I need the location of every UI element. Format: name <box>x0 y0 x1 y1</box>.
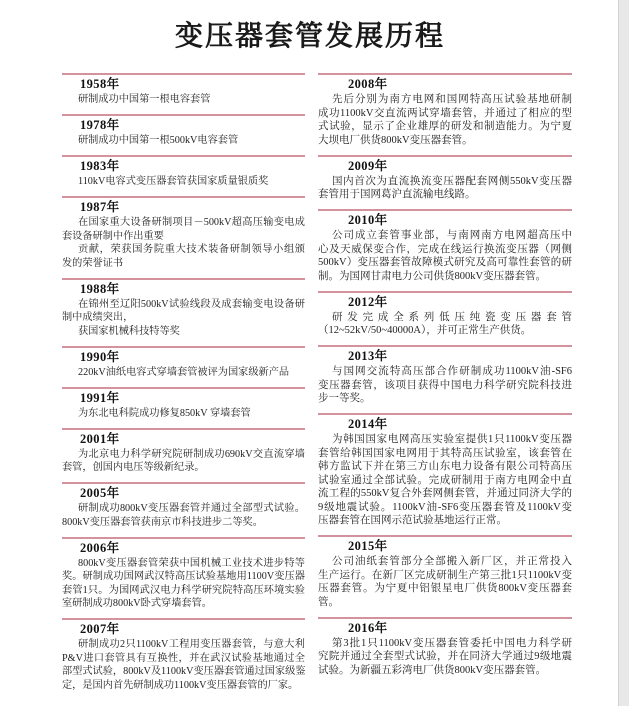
entry-paragraph <box>62 557 305 611</box>
entry-text-line: 奖。研制成功国网武汉特高压试验基地用1100V变压器 <box>62 571 305 582</box>
entry-year: 2013年 <box>348 349 388 363</box>
entry-year: 2008年 <box>348 77 388 91</box>
entry-text-line: 研制成功中国第一根电容套管 <box>78 94 211 105</box>
entry-paragraph <box>318 365 572 406</box>
timeline-entry <box>318 413 572 535</box>
entry-year: 2007年 <box>80 622 120 636</box>
entry-year: 1987年 <box>80 200 120 214</box>
timeline-entry <box>62 155 305 196</box>
entry-text-line: 为韩国国家电网高压实验室提供1只1100kV变压器 <box>332 434 572 445</box>
entry-year: 2015年 <box>348 539 388 553</box>
timeline-right-column <box>318 73 572 685</box>
entry-text-line: 套设备研制中作出重要 <box>62 230 164 242</box>
timeline-entry <box>62 114 305 155</box>
timeline-left-column <box>62 73 305 700</box>
entry-text-line: 为东北电科院成功修复850kV 穿墙套管 <box>78 407 251 419</box>
entry-paragraph <box>62 638 305 692</box>
entry-text-line: 研发完成全系列低压纯瓷变压器套管 <box>332 311 572 323</box>
entry-text-line: 制中成绩突出， <box>62 312 134 323</box>
entry-text-line: 公司油纸套管部分全部搬入新厂区，并正常投入 <box>332 556 572 567</box>
entry-text-line: 步一等奖。 <box>318 393 371 404</box>
entry-paragraph <box>62 366 305 380</box>
right-edge-strip <box>618 0 629 706</box>
entry-year: 2009年 <box>348 158 388 173</box>
timeline-entry <box>62 387 305 428</box>
entry-year: 1990年 <box>80 349 120 364</box>
entry-paragraph <box>62 448 305 475</box>
timeline-entry <box>318 73 572 155</box>
entry-paragraph <box>62 93 305 107</box>
entry-text-line: 压器套管。为宁夏中铝银星电厂供货800kV变压器套 <box>318 583 572 594</box>
entry-text-line: 9级地震试验。1100kV油-SF6变压器套管及1100kV变 <box>318 501 572 513</box>
entry-year: 1983年 <box>80 159 120 173</box>
entry-text-line: 压器套管在国网示范试验基地运行正常。 <box>318 515 507 526</box>
entry-text-line: 心及天威保变合作，完成在线运行换流变压器（网侧 <box>318 243 572 255</box>
entry-text-line: 公司成立套管事业部，与南网南方电网超高压中 <box>332 230 572 241</box>
entry-text-line: 研制成功800kV变压器套管并通过全部型式试验。 <box>78 503 305 514</box>
entry-text-line: 在国家重大设备研制项目－500kV超高压输变电成 <box>78 217 305 228</box>
entry-paragraph <box>62 502 305 529</box>
timeline-entry <box>318 291 572 346</box>
entry-paragraph <box>62 134 305 148</box>
timeline-entry <box>318 617 572 685</box>
entry-text-line: 贡献，荣获国务院重大技术装备研制领导小组颁 <box>78 244 305 255</box>
entry-text-line: 国内首次为直流换流变压器配套网侧550kV变压器 <box>332 175 572 187</box>
timeline-entry <box>318 155 572 210</box>
timeline-entry <box>62 482 305 537</box>
entry-text-line: 生产运行。在新厂区完成研制生产第三批1只1100kV变 <box>318 569 572 581</box>
entry-year: 2010年 <box>348 213 388 227</box>
timeline-entry <box>62 196 305 278</box>
entry-text-line: 定，是国内首先研制成功1100kV变压器套管的厂家。 <box>62 679 299 691</box>
entry-text-line: 研制成功2只1100kV工程用变压器套管，与意大利 <box>78 639 305 650</box>
entry-paragraph <box>318 93 572 147</box>
entry-year: 2005年 <box>80 486 120 500</box>
entry-text-line: 套管，创国内电压等级新纪录。 <box>62 462 205 473</box>
entry-year: 2012年 <box>348 294 388 309</box>
entry-text-line: 大坝电厂供货800kV变压器套管。 <box>318 134 473 146</box>
entry-text-line: 与国网交流特高压部合作研制成功1100kV油-SF6 <box>332 366 572 377</box>
entry-paragraph <box>318 555 572 609</box>
entry-text-line: 500kV）变压器套管故障模式研究及高可靠性套管的研 <box>318 257 572 268</box>
entry-text-line: 发的荣誉证书 <box>62 257 124 269</box>
timeline-entry <box>318 535 572 617</box>
entry-text-line: 110kV电容式变压器套管获国家质量银质奖 <box>78 176 269 187</box>
entry-text-line: 成功1100kV交直流两试穿墙套管，并通过了相应的型 <box>318 107 572 119</box>
entry-text-line: 套管1只。为国网武汉电力科学研究院特高压环境实验 <box>62 584 305 596</box>
entry-text-line: 室研制成功800kV卧式穿墙套管。 <box>62 598 212 609</box>
entry-text-line: 800kV变压器套管获南京市科技进步二等奖。 <box>62 516 263 528</box>
timeline-entry <box>318 209 572 291</box>
entry-text-line: P&V进口套管具有互换性，并在武汉试验基地通过全 <box>62 652 305 664</box>
entry-text-line: 部型式试验，800kV及1100kV变压器套管通过国家级鉴 <box>62 666 306 677</box>
entry-text-line: 套管用于国网葛沪直流输电线路。 <box>318 189 476 200</box>
entry-text-line: 套管给韩国国家电网用于其特高压试验室，该套管在 <box>318 447 572 459</box>
entry-text-line: 流工程的550kV复合外套网侧套管，并通过同济大学的 <box>318 488 572 499</box>
entry-year: 1978年 <box>80 118 120 132</box>
entry-year: 1958年 <box>80 77 120 91</box>
entry-year: 2001年 <box>80 431 120 446</box>
entry-text-line: 220kV油纸电容式穿墙套管被评为国家级新产品 <box>78 366 290 378</box>
timeline-entry <box>62 346 305 387</box>
entry-text-line: （12~52kV/50~40000A），并可正常生产供货。 <box>318 325 532 336</box>
timeline-entry <box>62 73 305 114</box>
entry-paragraph <box>318 311 572 338</box>
entry-paragraph <box>62 175 305 189</box>
page-title: 变压器套管发展历程 <box>174 20 445 51</box>
timeline-entry <box>62 428 305 483</box>
entry-text-line: 韩方监试下并在第三方山东电力设备有限公司特高压 <box>318 461 572 472</box>
entry-text-line: 变压器套管，该项目获得中国电力科学研究院科技进 <box>318 379 572 391</box>
entry-paragraph <box>62 216 305 243</box>
timeline-entry <box>62 618 305 700</box>
timeline-entry <box>318 345 572 413</box>
entry-text-line: 800kV变压器套管荣获中国机械工业技术进步特等 <box>78 557 305 569</box>
entry-text-line: 为北京电力科学研究院研制成功690kV交直流穿墙 <box>78 448 305 460</box>
entry-text-line: 究院并通过全套型式试验，并在同济大学通过9级地震 <box>318 651 572 662</box>
entry-text-line: 管。 <box>318 596 339 608</box>
entry-year: 2014年 <box>348 417 388 431</box>
entry-text-line: 式试验，显示了企业雄厚的研发和制造能力。为宁夏 <box>318 121 572 132</box>
entry-paragraph <box>62 243 305 270</box>
entry-text-line: 研制成功中国第一根500kV电容套管 <box>78 135 239 146</box>
timeline-entry <box>62 278 305 346</box>
entry-text-line: 获国家机械科技特等奖 <box>78 325 180 337</box>
entry-text-line: 在锦州至辽阳500kV试验线段及成套输变电设备研 <box>78 298 305 310</box>
entry-text-line: 试验。为新疆五彩湾电厂供货800kV变压器套管。 <box>318 664 547 676</box>
entry-year: 1988年 <box>80 281 120 296</box>
entry-paragraph <box>62 325 305 339</box>
entry-year: 2016年 <box>348 620 388 635</box>
entry-paragraph <box>318 433 572 528</box>
entry-text-line: 先后分别为南方电网和国网特高压试验基地研制 <box>332 94 572 105</box>
entry-text-line: 试验室通过全部试验。完成研制用于南方电网金中直 <box>318 474 572 486</box>
entry-year: 1991年 <box>80 390 120 405</box>
entry-paragraph <box>62 407 305 421</box>
entry-paragraph <box>318 229 572 283</box>
entry-paragraph <box>318 175 572 202</box>
entry-paragraph <box>62 298 305 325</box>
entry-paragraph <box>318 637 572 678</box>
entry-text-line: 第3批1只1100kV变压器套管委托中国电力科学研 <box>332 637 572 649</box>
entry-year: 2006年 <box>80 540 120 555</box>
timeline-entry <box>62 537 305 619</box>
entry-text-line: 制。为国网甘肃电力公司供货800kV变压器套管。 <box>318 270 547 282</box>
